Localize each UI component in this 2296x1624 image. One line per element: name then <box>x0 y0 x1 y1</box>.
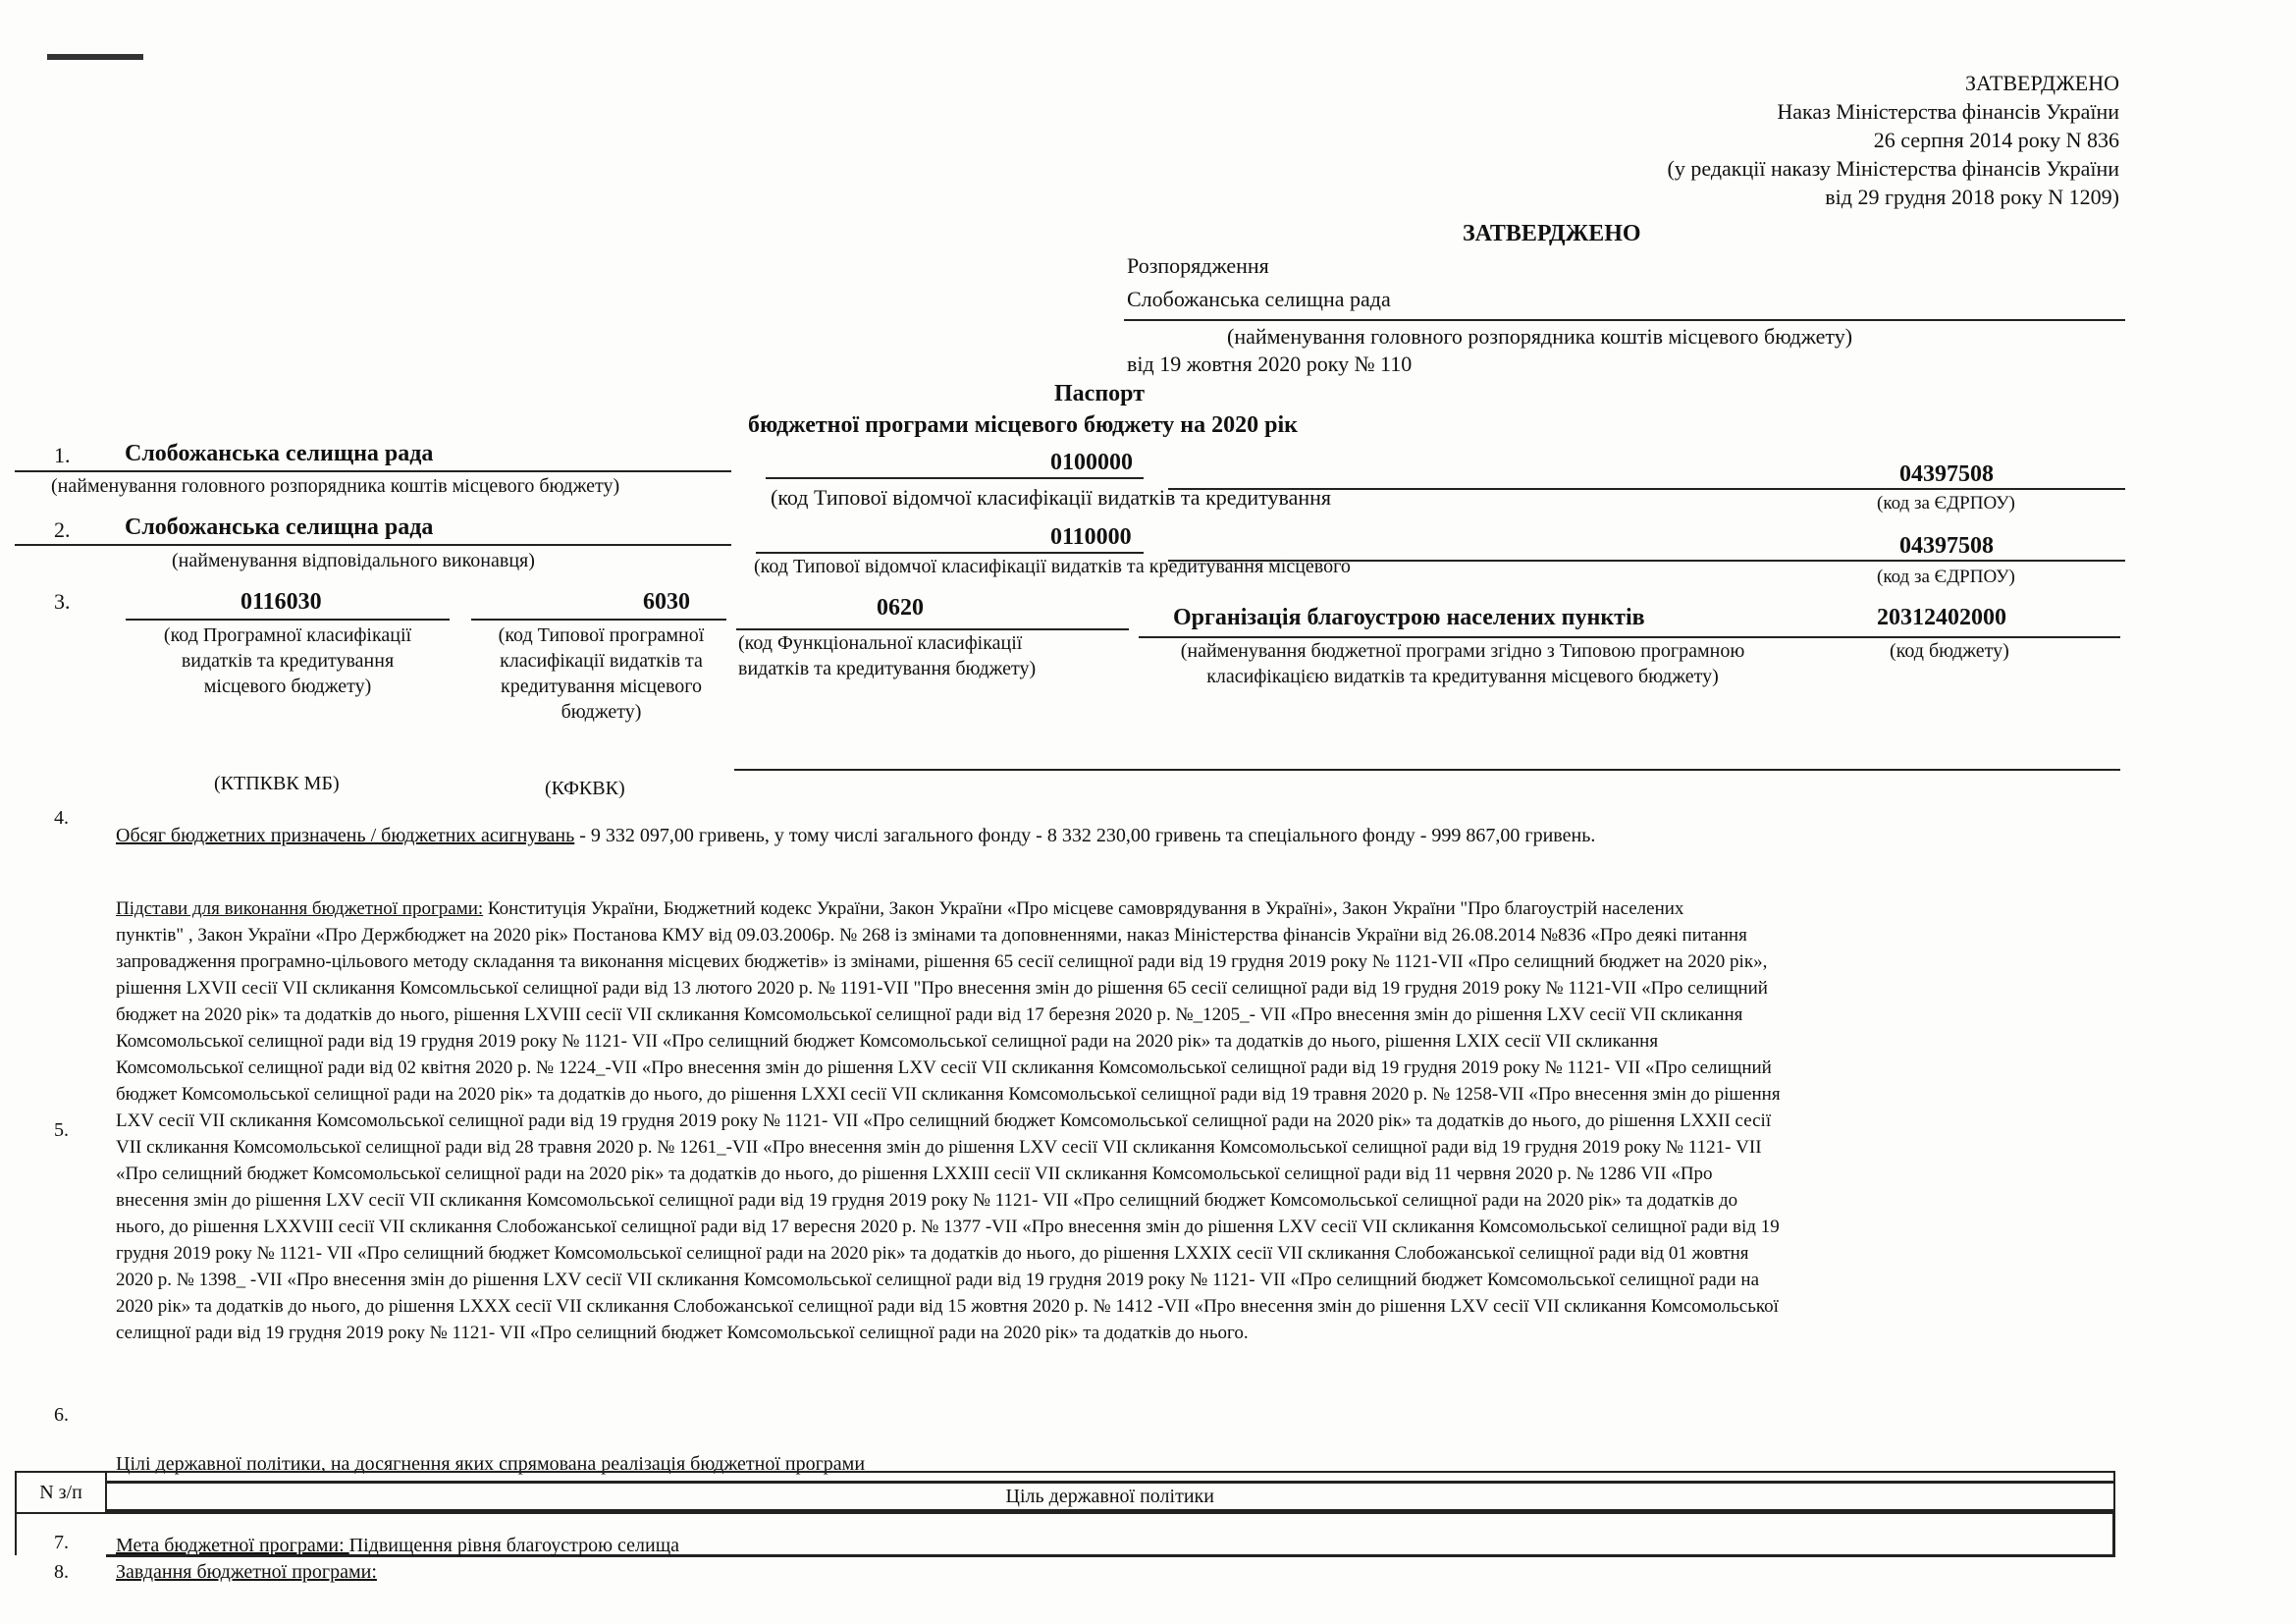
order-org: Слобожанська селищна рада <box>1127 287 1391 311</box>
scan-mark <box>47 54 143 60</box>
approval-line: (у редакції наказу Міністерства фінансів України <box>1667 156 2119 181</box>
item5-line: пунктів" , Закон України «Про Держбюджет на 2020 рік» Постанова КМУ від 09.03.2006р. № 268 із змінами та доповненнями, наказ Міністерства фінансів України від 26.08.2014 №836 «Про деякі питання <box>116 925 1747 946</box>
item3-line-kpkvk <box>126 619 450 621</box>
table-header-num: N з/п <box>16 1472 106 1513</box>
item1-name-caption: (найменування головного розпорядника коштів місцевого бюджету) <box>51 475 620 497</box>
item2-num: 2. <box>54 517 71 542</box>
item6-num: 6. <box>54 1404 69 1426</box>
item3-func: 0620 <box>877 595 924 621</box>
item5-line: 2020 рік» та додатків до нього, до рішення LXXX сесії VII скликання Слобожанської селищної ради від 15 жовтня 2020 р. № 1412 -VII «Про внесення змін до рішення LXV сесії VII скликання Комсомольської <box>116 1296 1779 1317</box>
order-date-line: від 19 жовтня 2020 року № 110 <box>1127 352 1413 376</box>
item4-label: Обсяг бюджетних призначень / бюджетних асигнувань <box>116 825 575 846</box>
item2-line-a <box>15 544 731 546</box>
item2-code-caption: (код Типової відомчої класифікації видатків та кредитування місцевого <box>754 556 1351 577</box>
item1-code: 0100000 <box>1050 450 1133 475</box>
item3-budget-code: 20312402000 <box>1877 605 2006 630</box>
item6-text: Цілі державної політики, на досягнення яких спрямована реалізація бюджетної програми <box>116 1453 866 1475</box>
passport-title: Паспорт <box>1054 381 1145 406</box>
item1-line-a <box>15 470 731 472</box>
item4-num: 4. <box>54 807 69 829</box>
item5-line: селищної ради від 19 грудня 2019 року № 1121- VII «Про селищний бюджет Комсомольської селищної ради на 2020 рік» та додатків до нього. <box>116 1323 1249 1343</box>
item1-edrpou-caption: (код за ЄДРПОУ) <box>1877 493 2015 514</box>
caption-line: місцевого бюджету) <box>203 676 372 697</box>
item7-num: 7. <box>54 1532 69 1553</box>
table-header-goal-text: Ціль державної політики <box>107 1484 2113 1512</box>
order-org-underline <box>1124 319 2125 321</box>
item5-line: грудня 2019 року № 1121- VII «Про селищний бюджет Комсомольської селищної ради на 2020 рік» та додатків до нього, до рішення LXXIX сесії VII скликання Слобожанської селищної ради від 01 жовтня <box>116 1243 1749 1264</box>
approval-header <box>1668 69 2119 211</box>
approval-line: від 29 грудня 2018 року N 1209) <box>1825 185 2119 209</box>
caption-line: (код Типової програмної <box>498 624 705 646</box>
approval-line: 26 серпня 2014 року N 836 <box>1873 128 2119 152</box>
item3-bottom-line <box>734 769 2120 771</box>
item3-program-caption <box>1129 638 1796 689</box>
item8-label: Завдання бюджетної програми: <box>116 1561 377 1583</box>
item3-kpkvk-caption <box>126 623 450 699</box>
item5-line: 2020 р. № 1398_ -VII «Про внесення змін до рішення LXV сесії VII скликання Комсомольської селищної ради від 19 грудня 2019 року № 1121- VII «Про селищний бюджет Комсомольської селищної ради на <box>116 1270 1760 1290</box>
item3-kfkvk-caption <box>471 623 731 725</box>
item7-label: Мета бюджетної програми: <box>116 1535 349 1556</box>
item3-func-caption <box>738 630 1101 681</box>
item2-edrpou: 04397508 <box>1899 533 1994 559</box>
caption-line: бюджету) <box>561 701 642 723</box>
caption-line: кредитування місцевого <box>500 676 703 697</box>
caption-line: видатків та кредитування бюджету) <box>738 658 1037 679</box>
caption-line: класифікацією видатків та кредитування місцевого бюджету) <box>1206 666 1719 687</box>
item1-num: 1. <box>54 443 71 467</box>
item5-line: Комсомольської селищної ради від 02 квітня 2020 р. № 1224_-VII «Про внесення змін до рішення LXV сесії VII скликання Комсомольської селищної ради від 19 грудня 2019 року № 1121- VII «Про селищний <box>116 1057 1772 1078</box>
approval-line: Наказ Міністерства фінансів України <box>1777 99 2119 124</box>
item2-line-b <box>756 552 1144 554</box>
item5-line: «Про селищний бюджет Комсомольської селищної ради на 2020 рік» та додатків до нього, до рішення LXXIII сесії VII скликання Комсомольської селищної ради від 11 червня 2020 р. № 1286 VII «Про <box>116 1164 1713 1184</box>
item3-num: 3. <box>54 589 71 614</box>
item3-budget-caption: (код бюджету) <box>1890 640 2009 662</box>
item5-line: бюджет Комсомольської селищної ради на 2020 рік» та додатків до нього, до рішення LXXI сесії VII скликання Комсомольської селищної ради від 19 травня 2020 р. № 1258-VII «Про внесення змін до рішення <box>116 1084 1781 1105</box>
item1-edrpou: 04397508 <box>1899 461 1994 487</box>
table-header-rule <box>107 1473 2113 1484</box>
item5-line-text: Конституція України, Бюджетний кодекс України, Закон України «Про місцеве самоврядування в Україні», Закон України "Про благоустрій населених <box>483 898 1684 919</box>
caption-line: класифікації видатків та <box>500 650 703 672</box>
item5-line: внесення змін до рішення LXV сесії VII скликання Комсомольської селищної ради від 19 грудня 2019 року № 1121- VII «Про селищний бюджет Комсомольської селищної ради на 2020 рік» та додатків до <box>116 1190 1738 1211</box>
item4-text <box>116 825 1595 847</box>
table-header-row <box>16 1472 2114 1513</box>
item5-line: запровадження програмно-цільового методу складання та виконання місцевих бюджетів» із змінами, рішення 65 сесії селищної ради від 19 грудня 2019 року № 1121-VII «Про селищний бюджет на 2020 рік», <box>116 951 1768 972</box>
item3-kfkvk-short: (КФКВК) <box>545 778 625 799</box>
item2-code: 0110000 <box>1050 524 1132 550</box>
item3-kpkvk: 0116030 <box>240 589 322 615</box>
order-org-caption: (найменування головного розпорядника коштів місцевого бюджету) <box>1227 324 1853 349</box>
item3-line-kfkvk <box>471 619 726 621</box>
item5-line: нього, до рішення LXXVIII сесії VII скликання Слобожанської селищної ради від 17 вересня 2020 р. № 1377 -VII «Про внесення змін до рішення LXV сесії VII скликання Комсомольської селищної ради від 19 <box>116 1217 1780 1237</box>
item2-name-caption: (найменування відповідального виконавця) <box>172 550 535 571</box>
item5-line <box>116 896 1683 921</box>
caption-line: (код Функціональної класифікації <box>738 632 1023 654</box>
item1-code-caption: (код Типової відомчої класифікації видатків та кредитування <box>771 485 1332 510</box>
order-approved: ЗАТВЕРДЖЕНО <box>1463 221 1641 246</box>
item5-line: VII скликання Комсомольської селищної ради від 28 травня 2020 р. № 1261_-VII «Про внесення змін до рішення LXV сесії VII скликання Комсомольської селищної ради від 19 грудня 2019 року № 1121- VII <box>116 1137 1762 1158</box>
item5-label: Підстави для виконання бюджетної програми: <box>116 898 484 919</box>
item2-name: Слобожанська селищна рада <box>125 514 434 540</box>
item5-line: рішення LXVII сесії VII скликання Комсомльської селищної ради від 13 лютого 2020 р. № 1191-VII "Про внесення змін до рішення 65 сесії селищної ради від 19 грудня 2019 року № 1121-VII «Про селищний <box>116 978 1768 999</box>
item5-line: Комсомольської селищної ради від 19 грудня 2019 року № 1121- VII «Про селищний бюджет Комсомольської селищної ради на 2020 рік» та додатків до нього, рішення LXIX сесії VII скликання <box>116 1031 1659 1052</box>
approval-line: ЗАТВЕРДЖЕНО <box>1964 71 2119 95</box>
item2-edrpou-caption: (код за ЄДРПОУ) <box>1877 567 2015 587</box>
item7-text <box>116 1535 679 1557</box>
item3-kpkvk-short: (КТПКВК МБ) <box>214 773 340 794</box>
item3-kfkvk: 6030 <box>643 589 690 615</box>
item1-line-b <box>766 477 1144 479</box>
table-header-goal <box>106 1472 2114 1513</box>
item1-name: Слобожанська селищна рада <box>125 441 434 466</box>
item7-value: Підвищення рівня благоустрою селища <box>348 1535 680 1556</box>
passport-subtitle: бюджетної програми місцевого бюджету на 2020 рік <box>748 412 1298 438</box>
caption-line: (найменування бюджетної програми згідно з Типовою програмною <box>1180 640 1745 662</box>
item3-program-name: Організація благоустрою населених пунктів <box>1173 605 1645 630</box>
item8-num: 8. <box>54 1561 69 1583</box>
item5-line: LXV сесії VII скликання Комсомольської селищної ради від 19 грудня 2019 року № 1121- VII «Про селищний бюджет Комсомольської селищної ради на 2020 рік» та додатків до нього, до рішення LXXII сесії <box>116 1110 1772 1131</box>
caption-line: (код Програмної класифікації <box>163 624 412 646</box>
item4-value: - 9 332 097,00 гривень, у тому числі загального фонду - 8 332 230,00 гривень та спеціального фонду - 999 867,00 гривень. <box>574 825 1596 846</box>
item5-num: 5. <box>54 1119 69 1141</box>
caption-line: видатків та кредитування <box>181 650 395 672</box>
item5-line: бюджет на 2020 рік» та додатків до нього, рішення LXVIII сесії VII скликання Комсомольської селищної ради від 17 березня 2020 р. №_1205_- VII «Про внесення змін до рішення LXV сесії VII скликання <box>116 1004 1743 1025</box>
order-doc-type: Розпорядження <box>1127 253 1269 278</box>
